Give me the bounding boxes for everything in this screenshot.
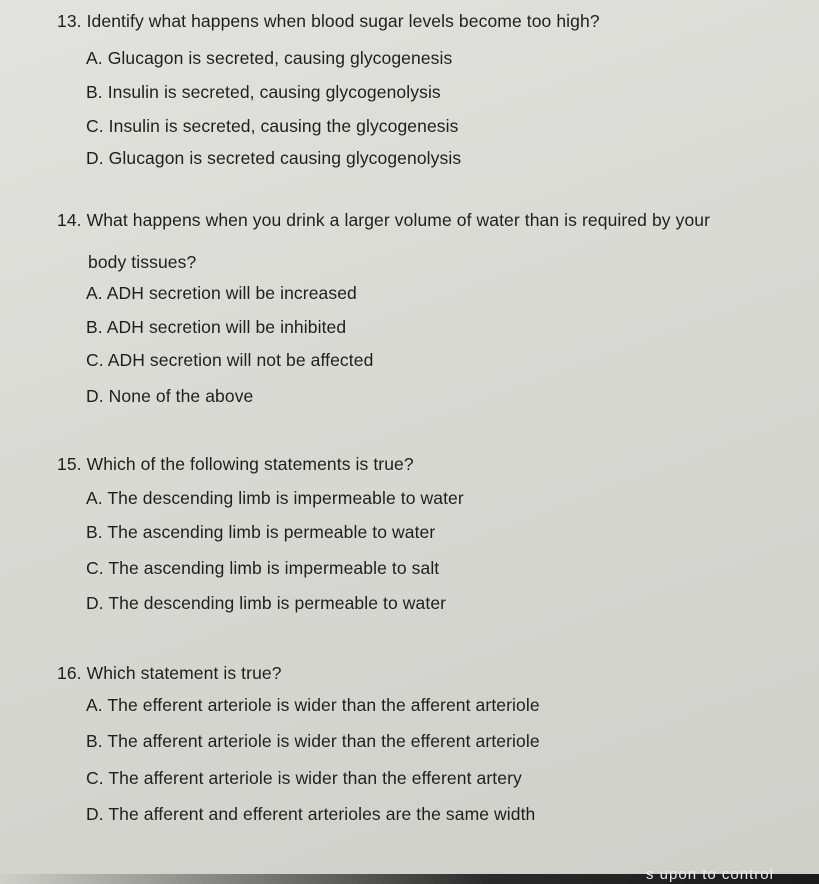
question-text: 14. What happens when you drink a larger volume of water than is required by your [57, 210, 711, 230]
option-c: C. The ascending limb is impermeable to salt [86, 558, 440, 578]
option-b: B. The ascending limb is permeable to water [86, 522, 436, 542]
option-a: A. Glucagon is secreted, causing glycogenesis [86, 48, 453, 68]
option-d: D. Glucagon is secreted causing glycogenolysis [86, 148, 462, 168]
question-text: 16. Which statement is true? [57, 663, 282, 683]
option-a: A. ADH secretion will be increased [86, 283, 357, 303]
option-a: A. The efferent arteriole is wider than the afferent arteriole [86, 695, 540, 715]
question-text: 13. Identify what happens when blood sugar levels become too high? [57, 11, 600, 31]
option-b: B. ADH secretion will be inhibited [86, 317, 347, 337]
option-b: B. The afferent arteriole is wider than the efferent arteriole [86, 731, 540, 751]
footer-text-fragment: s upon to control [646, 866, 774, 883]
option-a: A. The descending limb is impermeable to water [86, 488, 464, 508]
option-d: D. The descending limb is permeable to water [86, 593, 447, 613]
option-b: B. Insulin is secreted, causing glycogenolysis [86, 82, 441, 102]
question-text: 15. Which of the following statements is true? [57, 454, 414, 474]
option-d: D. None of the above [86, 386, 254, 406]
option-c: C. ADH secretion will not be affected [86, 350, 374, 370]
option-c: C. The afferent arteriole is wider than the efferent artery [86, 768, 522, 788]
question-text-continued: body tissues? [88, 252, 197, 272]
option-d: D. The afferent and efferent arterioles are the same width [86, 804, 536, 824]
option-c: C. Insulin is secreted, causing the glycogenesis [86, 116, 459, 136]
